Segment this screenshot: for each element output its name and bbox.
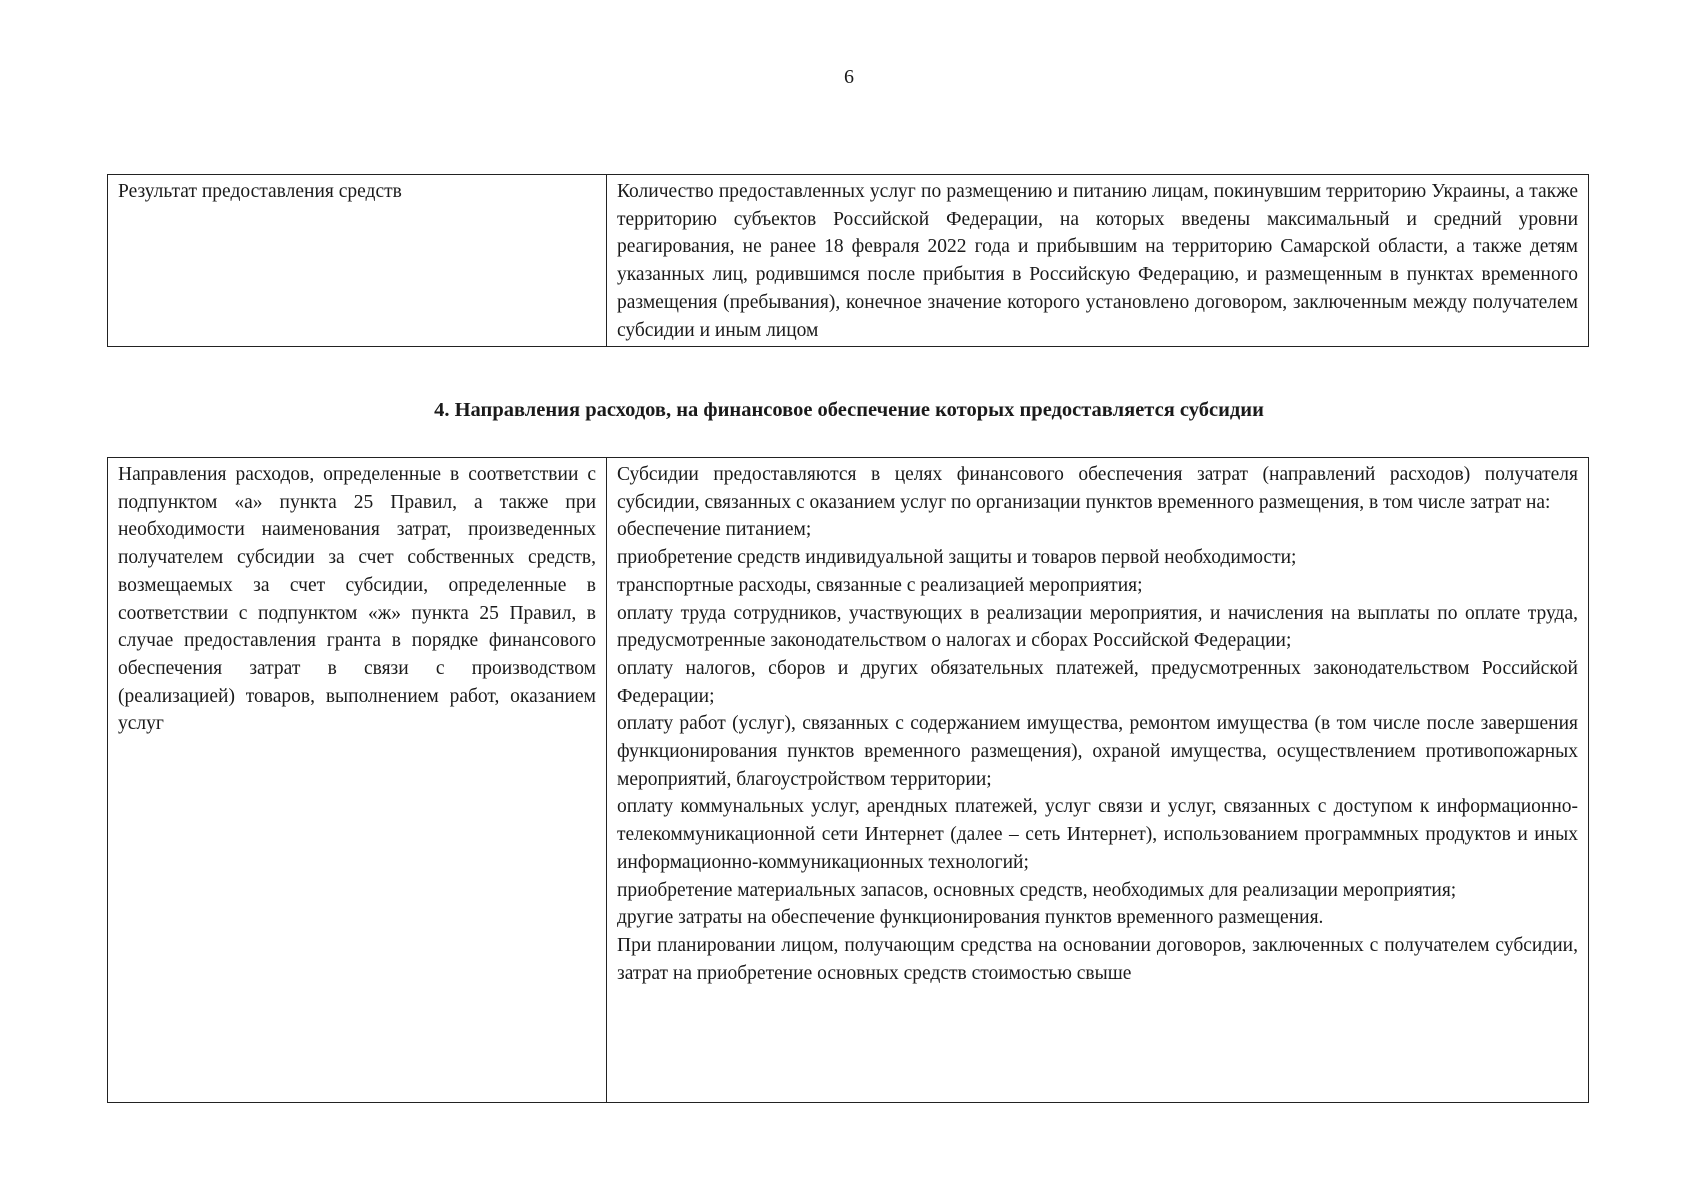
directions-line: обеспечение питанием; [617,519,812,541]
table-row [108,458,1589,1103]
result-label-cell: Результат предоставления средств [108,175,607,347]
directions-line: При планировании лицом, получающим средства на основании договоров, заключенных с получателем субсидии, затрат на приобретение основных средств стоимостью свыше [617,934,1578,984]
directions-line: другие затраты на обеспечение функционирования пунктов временного размещения. [617,907,1324,929]
directions-table [107,457,1589,1103]
directions-label-cell: Направления расходов, определенные в соответствии с подпунктом «а» пункта 25 Правил, а также при необходимости наименования затрат, произведенных получателем субсидии за счет собственных средств, возмещаемых за счет субсидии, определенные в соответствии с подпунктом «ж» пункта 25 Правил, в случае предоставления гранта в порядке финансового обеспечения затрат в связи с производством (реализацией) товаров, выполнением работ, оказанием услуг [108,458,607,1103]
directions-line: Субсидии предоставляются в целях финансового обеспечения затрат (направлений расходов) получателя субсидии, связанных с оказанием услуг по организации пунктов временного размещения, в том числе затрат на: [617,464,1578,513]
directions-line: оплату налогов, сборов и других обязательных платежей, предусмотренных законодательством Российской Федерации; [617,657,1578,707]
directions-line: приобретение средств индивидуальной защиты и товаров первой необходимости; [617,547,1297,569]
directions-line: оплату работ (услуг), связанных с содержанием имущества, ремонтом имущества (в том числе после завершения функционирования пунктов временного размещения), охраной имущества, осуществлением противопожарных мероприятий, благоустройством территории; [617,713,1578,790]
result-table [107,174,1589,347]
page-number: 6 [844,66,854,88]
directions-line: транспортные расходы, связанные с реализацией мероприятия; [617,574,1143,596]
directions-line: приобретение материальных запасов, основных средств, необходимых для реализации мероприятия; [617,879,1457,901]
directions-content-cell [607,458,1589,1103]
directions-line: оплату труда сотрудников, участвующих в реализации мероприятия, и начисления на выплаты по оплате труда, предусмотренные законодательством о налогах и сборах Российской Федерации; [617,602,1578,652]
directions-line: оплату коммунальных услуг, арендных платежей, услуг связи и услуг, связанных с доступом к информационно-телекоммуникационной сети Интернет (далее – сеть Интернет), использованием программных продуктов и иных информационно-коммуникационных технологий; [617,796,1578,873]
section-heading: 4. Направления расходов, на финансовое обеспечение которых предоставляется субсидии [434,399,1264,421]
table-row [108,175,1589,347]
result-value-cell: Количество предоставленных услуг по размещению и питанию лицам, покинувшим территорию Украины, а также территорию субъектов Российской Федерации, на которых введены максимальный и средний уровни реагирования, не ранее 18 февраля 2022 года и прибывшим на территорию Самарской области, а также детям указанных лиц, родившимся после прибытия в Российскую Федерацию, и размещенным в пунктах временного размещения (пребывания), конечное значение которого установлено договором, заключенным между получателем субсидии и иным лицом [607,175,1589,347]
